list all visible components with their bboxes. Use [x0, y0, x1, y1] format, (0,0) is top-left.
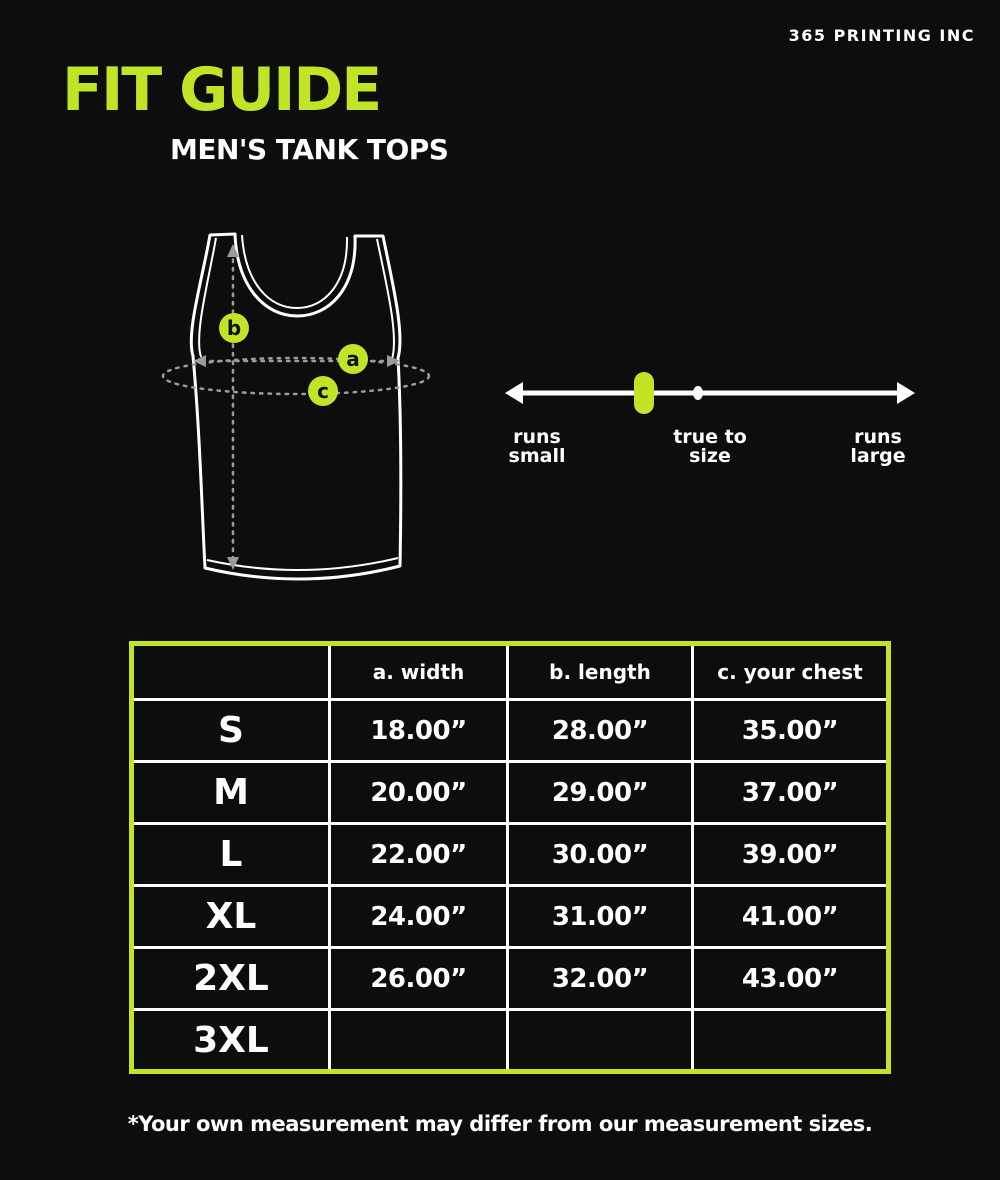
scale-arrow-right-icon: [897, 382, 915, 404]
chest-value: 35.00”: [693, 700, 889, 762]
header-length: b. length: [508, 644, 693, 700]
width-value: 22.00”: [330, 824, 508, 886]
length-value: 29.00”: [508, 762, 693, 824]
chest-value: 41.00”: [693, 886, 889, 948]
scale-center-dot: [693, 386, 703, 400]
scale-label-runs-large: runs large: [850, 426, 906, 467]
header-width: a. width: [330, 644, 508, 700]
size-label: L: [132, 824, 330, 886]
width-value: 24.00”: [330, 886, 508, 948]
marker-a: [338, 344, 368, 374]
marker-b: [219, 313, 249, 343]
table-row: [132, 886, 889, 948]
scale-arrow-left-icon: [505, 382, 523, 404]
length-value: 30.00”: [508, 824, 693, 886]
tank-top-diagram: [150, 213, 480, 608]
marker-b-label: b: [226, 316, 242, 340]
brand-name: 365 PRINTING INC: [788, 26, 975, 45]
length-value: [508, 1010, 693, 1072]
table-row: [132, 824, 889, 886]
chest-value: 43.00”: [693, 948, 889, 1010]
tank-armhole-right-inner: [377, 239, 394, 359]
size-label: S: [132, 700, 330, 762]
marker-c: [308, 376, 338, 406]
scale-label-runs-small: runs small: [508, 426, 566, 467]
fit-indicator-pill: [634, 372, 654, 414]
size-label: 3XL: [132, 1010, 330, 1072]
chest-value: 37.00”: [693, 762, 889, 824]
chest-value: [693, 1010, 889, 1072]
table-row: [132, 700, 889, 762]
fit-scale-arrow: [505, 365, 915, 425]
table-row: [132, 762, 889, 824]
marker-c-label: c: [317, 379, 329, 403]
chest-value: 39.00”: [693, 824, 889, 886]
size-label: 2XL: [132, 948, 330, 1010]
scale-label-true-to-size: true to size: [673, 426, 747, 467]
tank-top-illustration: [150, 213, 480, 608]
header-size: [132, 644, 330, 700]
width-value: [330, 1010, 508, 1072]
table-row: [132, 948, 889, 1010]
page-title: FIT GUIDE: [62, 55, 381, 125]
length-value: 32.00”: [508, 948, 693, 1010]
tank-armhole-left-inner: [199, 238, 216, 357]
footnote: *Your own measurement may differ from our measurement sizes.: [127, 1112, 873, 1136]
length-value: 31.00”: [508, 886, 693, 948]
header-chest: c. your chest: [693, 644, 889, 700]
length-value: 28.00”: [508, 700, 693, 762]
table-row: [132, 1010, 889, 1072]
size-label: XL: [132, 886, 330, 948]
fit-scale: [505, 365, 915, 485]
size-table-header-row: [132, 644, 889, 700]
size-label: M: [132, 762, 330, 824]
width-value: 20.00”: [330, 762, 508, 824]
width-value: 18.00”: [330, 700, 508, 762]
page-subtitle: MEN'S TANK TOPS: [170, 133, 449, 166]
tank-outline: [191, 234, 401, 579]
marker-a-label: a: [346, 347, 360, 371]
size-table: [129, 641, 891, 1074]
width-value: 26.00”: [330, 948, 508, 1010]
